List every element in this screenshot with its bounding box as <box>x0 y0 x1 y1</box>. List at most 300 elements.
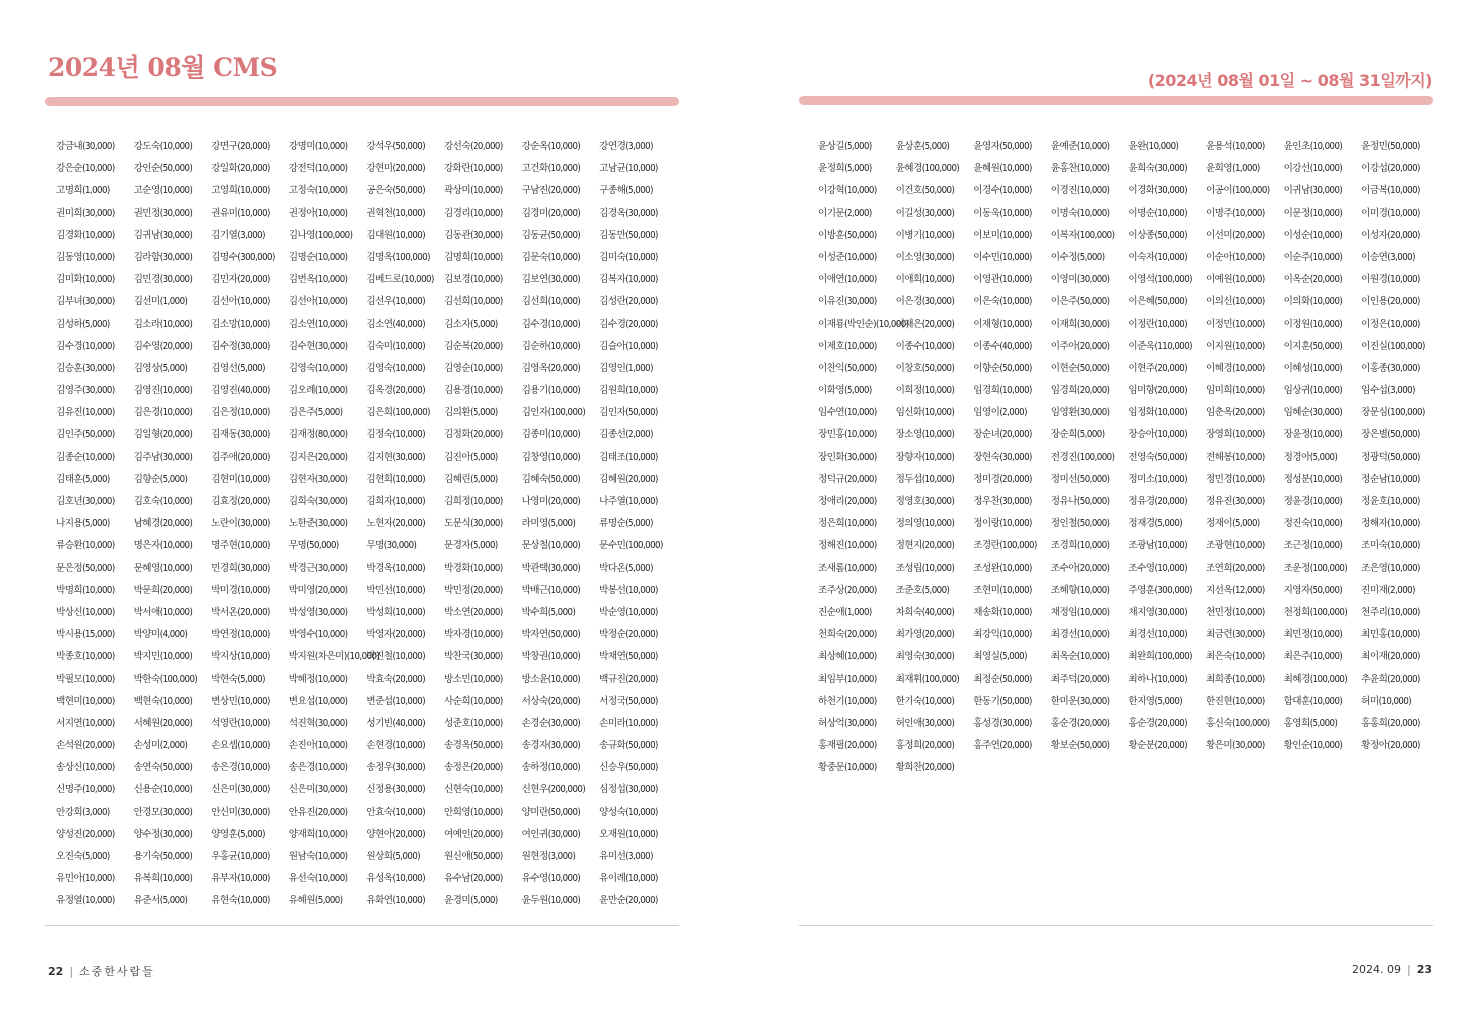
donor-entry: 황정아(20,000) <box>1361 740 1420 752</box>
donor-entry: 박정순(20,000) <box>599 629 658 641</box>
donor-entry: 박지원(차은미)(10,000) <box>288 651 380 663</box>
donor-entry: 정경아(5,000) <box>1283 451 1338 463</box>
donor-entry: 이혜성(10,000) <box>1283 362 1343 374</box>
donor-entry: 이유진(30,000) <box>818 296 877 308</box>
donor-entry: 이순주(10,000) <box>1283 251 1343 263</box>
donor-entry: 류명순(5,000) <box>599 518 653 530</box>
donor-entry: 윤정민(50,000) <box>1361 141 1420 152</box>
donor-entry: 유수영(10,000) <box>521 873 581 885</box>
donor-entry: 임춘옥(20,000) <box>1205 407 1265 419</box>
donor-entry: 김대원(10,000) <box>366 229 426 241</box>
donor-entry: 김현희(10,000) <box>366 473 426 485</box>
donor-entry: 권미희(30,000) <box>56 207 115 219</box>
donor-entry: 김소자(5,000) <box>443 318 498 330</box>
donor-entry: 조연희(20,000) <box>1205 562 1265 574</box>
donor-entry: 곽상미(10,000) <box>443 185 503 197</box>
donor-entry: 김유진(10,000) <box>56 407 115 419</box>
donor-grid-left <box>56 138 677 915</box>
donor-entry: 고영희(10,000) <box>211 185 270 197</box>
donor-entry: 원신애(50,000) <box>443 851 503 862</box>
donor-entry: 유선숙(10,000) <box>288 873 348 885</box>
donor-entry: 박효숙(20,000) <box>366 673 426 685</box>
donor-entry: 박한숙(100,000) <box>133 673 198 685</box>
donor-entry: 천민정(10,000) <box>1205 606 1265 618</box>
donor-entry: 이애희(10,000) <box>895 274 955 286</box>
donor-entry: 최은주(10,000) <box>1283 651 1343 663</box>
donor-entry: 박지상(10,000) <box>211 651 270 663</box>
donor-entry: 장현숙(30,000) <box>973 451 1032 463</box>
donor-entry: 김선아(10,000) <box>211 296 270 308</box>
donor-entry: 이종수(40,000) <box>973 340 1032 352</box>
donor-entry: 남혜경(20,000) <box>133 518 193 530</box>
donor-entry: 조주상(20,000) <box>818 584 877 596</box>
donor-entry: 김인자(100,000) <box>521 407 586 419</box>
donor-entry: 김종미(10,000) <box>521 429 581 441</box>
donor-entry: 정해자(10,000) <box>1361 518 1420 530</box>
donor-entry: 최혜경(100,000) <box>1283 673 1348 685</box>
donor-entry: 정미소(10,000) <box>1128 473 1188 485</box>
donor-entry: 이수정(5,000) <box>1050 251 1105 263</box>
donor-entry: 민경희(30,000) <box>211 562 270 574</box>
donor-entry: 양현아(20,000) <box>366 828 426 840</box>
donor-entry: 백현미(10,000) <box>56 695 115 707</box>
donor-entry: 박민정(20,000) <box>443 584 503 596</box>
donor-entry: 나지용(5,000) <box>56 518 110 530</box>
donor-entry: 진미재(2,000) <box>1361 584 1415 596</box>
donor-entry: 이강섭(20,000) <box>1361 163 1420 175</box>
donor-entry: 원현정(3,000) <box>521 851 576 862</box>
page-title: 2024년 08월 CMS <box>48 53 278 82</box>
donor-entry: 유수남(20,000) <box>443 873 503 885</box>
donor-entry: 김태훈(5,000) <box>56 473 110 485</box>
donor-entry: 무명(50,000) <box>288 540 339 552</box>
donor-entry: 안경모(30,000) <box>133 806 193 818</box>
donor-entry: 최민홍(10,000) <box>1361 629 1420 641</box>
donor-entry: 이애연(10,000) <box>818 274 877 286</box>
donor-entry: 송하정(10,000) <box>521 762 581 774</box>
donor-entry: 문혜영(10,000) <box>133 562 193 574</box>
donor-entry: 유혜원(5,000) <box>288 895 343 907</box>
donor-entry: 김영순(10,000) <box>443 362 503 374</box>
donor-entry: 고명희(1,000) <box>56 185 110 197</box>
title-bar-decoration <box>45 97 679 106</box>
donor-entry: 최정순(50,000) <box>973 673 1032 685</box>
donor-entry: 최하나(10,000) <box>1128 673 1188 685</box>
donor-entry: 강금내(30,000) <box>56 141 115 152</box>
donor-entry: 장인화(30,000) <box>818 451 877 463</box>
donor-entry: 박경근(30,000) <box>288 562 348 574</box>
donor-entry: 이의화(10,000) <box>1283 296 1343 308</box>
donor-entry: 김지은(20,000) <box>288 451 348 463</box>
donor-entry: 황순분(20,000) <box>1128 740 1188 752</box>
donor-entry: 이승연(3,000) <box>1361 251 1415 263</box>
donor-entry: 윤경미(5,000) <box>443 895 498 907</box>
magazine-name: 소중한사람들 <box>79 965 155 978</box>
donor-entry: 김영선(5,000) <box>211 362 265 374</box>
donor-entry: 김재동(30,000) <box>211 429 270 441</box>
donor-entry: 이선미(20,000) <box>1205 229 1265 241</box>
donor-entry: 이진실(100,000) <box>1361 340 1425 352</box>
donor-entry: 임경희(20,000) <box>1050 385 1110 397</box>
donor-entry: 윤영자(50,000) <box>973 141 1032 152</box>
donor-entry: 류승환(10,000) <box>56 540 115 552</box>
donor-entry: 최상혜(10,000) <box>818 651 877 663</box>
donor-entry: 추윤희(20,000) <box>1361 673 1420 685</box>
donor-entry: 김영숙(10,000) <box>366 362 426 374</box>
donor-entry: 윤희영(1,000) <box>1205 163 1260 175</box>
donor-entry: 이귀남(30,000) <box>1283 185 1343 197</box>
donor-grid-right <box>818 138 1439 781</box>
donor-entry: 여인귀(30,000) <box>521 828 581 840</box>
donor-entry: 이종수(10,000) <box>895 340 955 352</box>
donor-entry: 박상신(10,000) <box>56 606 115 618</box>
donor-entry: 이경진(10,000) <box>1050 185 1110 197</box>
donor-entry: 방소민(10,000) <box>443 673 503 685</box>
donor-entry: 김정화(20,000) <box>443 429 503 441</box>
donor-entry: 박순영(10,000) <box>599 606 658 618</box>
donor-entry: 조혜향(10,000) <box>1050 584 1110 596</box>
donor-entry: 이재룡(박인순)(10,000) <box>818 318 909 330</box>
donor-entry: 박봉선(10,000) <box>599 584 658 596</box>
donor-entry: 강순옥(10,000) <box>521 141 581 152</box>
donor-entry: 정윤호(10,000) <box>1361 496 1420 507</box>
donor-entry: 원상희(5,000) <box>366 851 421 862</box>
donor-entry: 김재정(80,000) <box>288 429 348 441</box>
donor-entry: 김옥경(20,000) <box>366 385 426 397</box>
donor-entry: 김희숙(30,000) <box>288 496 348 507</box>
donor-entry: 최임부(10,000) <box>818 673 877 685</box>
donor-entry: 김경옥(30,000) <box>599 207 658 219</box>
donor-entry: 신은미(30,000) <box>288 784 348 796</box>
donor-entry: 서정국(50,000) <box>599 695 658 707</box>
donor-entry: 김동영(10,000) <box>56 251 115 263</box>
donor-entry: 이숙자(10,000) <box>1128 251 1188 263</box>
donor-entry: 이길성(30,000) <box>895 207 955 219</box>
donor-entry: 정광덕(50,000) <box>1361 451 1420 463</box>
donor-entry: 김은경(10,000) <box>133 407 193 419</box>
donor-entry: 김명희(10,000) <box>443 251 503 263</box>
donor-entry: 이예원(10,000) <box>1205 274 1265 286</box>
donor-entry: 임정화(10,000) <box>1128 407 1188 419</box>
donor-entry: 김나영(100,000) <box>288 229 353 241</box>
donor-entry: 정성분(10,000) <box>1283 473 1343 485</box>
donor-entry: 이방훈(50,000) <box>818 229 877 241</box>
donor-entry: 김종순(10,000) <box>56 451 115 463</box>
donor-entry: 김베드로(10,000) <box>366 274 434 286</box>
donor-entry: 최재휘(100,000) <box>895 673 960 685</box>
donor-entry: 송규화(50,000) <box>599 740 658 752</box>
donor-entry: 김영상(5,000) <box>133 362 188 374</box>
donor-entry: 손석원(20,000) <box>56 740 115 752</box>
donor-entry: 오진숙(5,000) <box>56 851 110 862</box>
donor-entry: 박지민(10,000) <box>133 651 193 663</box>
donor-entry: 박서온(20,000) <box>211 606 270 618</box>
donor-entry: 임영환(30,000) <box>1050 407 1110 419</box>
donor-entry: 홍정희(20,000) <box>895 740 955 752</box>
donor-entry: 조근정(10,000) <box>1283 540 1343 552</box>
donor-entry: 윤상훈(5,000) <box>895 141 950 152</box>
donor-entry: 김인주(50,000) <box>56 429 115 441</box>
donor-entry: 장은별(50,000) <box>1361 429 1420 441</box>
donor-entry: 이현순(50,000) <box>1050 362 1110 374</box>
donor-entry: 허미(10,000) <box>1361 695 1412 707</box>
donor-entry: 진순애(1,000) <box>818 606 872 618</box>
donor-entry: 방소윤(10,000) <box>521 673 581 685</box>
donor-entry: 채지영(30,000) <box>1128 606 1188 618</box>
donor-entry: 홍재필(20,000) <box>818 740 877 752</box>
donor-entry: 백현숙(10,000) <box>133 695 193 707</box>
donor-entry: 이찬익(50,000) <box>818 362 877 374</box>
donor-entry: 임신화(10,000) <box>895 407 955 419</box>
donor-entry: 유성옥(10,000) <box>366 873 426 885</box>
donor-entry: 최경선(10,000) <box>1050 629 1110 641</box>
donor-entry: 조광현(10,000) <box>1205 540 1265 552</box>
donor-entry: 임미희(10,000) <box>1205 385 1265 397</box>
donor-entry: 박필모(10,000) <box>56 673 115 685</box>
donor-entry: 유준서(5,000) <box>133 895 188 907</box>
donor-entry: 최영숙(30,000) <box>895 651 955 663</box>
donor-entry: 강인순(50,000) <box>133 163 193 175</box>
donor-entry: 손요셉(10,000) <box>211 740 270 752</box>
donor-entry: 김용경(10,000) <box>443 385 503 397</box>
donor-entry: 채송화(10,000) <box>973 606 1032 618</box>
donor-entry: 윤상길(5,000) <box>818 141 872 152</box>
donor-entry: 서상숙(20,000) <box>521 695 581 707</box>
donor-entry: 이은숙(10,000) <box>973 296 1032 308</box>
donor-entry: 허인애(30,000) <box>895 717 955 729</box>
donor-entry: 나주열(10,000) <box>599 496 658 507</box>
donor-entry: 허상억(30,000) <box>818 717 877 729</box>
donor-entry: 김주남(30,000) <box>133 451 193 463</box>
donor-entry: 조광남(10,000) <box>1128 540 1188 552</box>
donor-entry: 김명순(10,000) <box>288 251 348 263</box>
donor-entry: 최이재(20,000) <box>1361 651 1420 663</box>
donor-entry: 문경자(5,000) <box>443 540 498 552</box>
donor-entry: 이향순(50,000) <box>973 362 1032 374</box>
donor-entry: 김영진(10,000) <box>133 385 193 397</box>
donor-entry: 윤홍찬(10,000) <box>1050 163 1110 175</box>
donor-entry: 김인자(50,000) <box>599 407 658 419</box>
donor-entry: 고순영(10,000) <box>133 185 193 197</box>
donor-entry: 구종해(5,000) <box>599 185 653 197</box>
donor-entry: 손현경(10,000) <box>366 740 426 752</box>
folio-separator: | <box>1406 963 1411 976</box>
donor-entry: 이경수(10,000) <box>973 185 1032 197</box>
donor-entry: 장순희(5,000) <box>1050 429 1105 441</box>
donor-entry: 김수영(20,000) <box>133 340 193 352</box>
donor-entry: 윤희숙(30,000) <box>1128 163 1188 175</box>
donor-entry: 유부자(10,000) <box>211 873 270 885</box>
donor-entry: 유화연(10,000) <box>366 895 426 907</box>
donor-entry: 장순녀(20,000) <box>973 429 1032 441</box>
donor-entry: 조경희(10,000) <box>1050 540 1110 552</box>
donor-entry: 박경화(10,000) <box>443 562 503 574</box>
donor-entry: 윤완(10,000) <box>1128 141 1179 152</box>
donor-entry: 황보순(50,000) <box>1050 740 1110 752</box>
donor-entry: 조성완(10,000) <box>973 562 1032 574</box>
donor-entry: 정민경(10,000) <box>1205 473 1265 485</box>
donor-entry: 황중문(10,000) <box>818 762 877 774</box>
donor-entry: 김용기(10,000) <box>521 385 581 397</box>
donor-entry: 이희정(10,000) <box>895 385 955 397</box>
donor-entry: 신현숙(10,000) <box>443 784 503 796</box>
donor-entry: 신용순(10,000) <box>133 784 193 796</box>
donor-entry: 김명옥(100,000) <box>366 251 430 263</box>
donor-entry: 이경화(30,000) <box>1128 185 1188 197</box>
folio-separator: | <box>69 964 74 978</box>
donor-entry: 정의영(10,000) <box>895 518 955 530</box>
donor-entry: 박민선(10,000) <box>366 584 426 596</box>
donor-entry: 임상귀(10,000) <box>1283 385 1343 397</box>
donor-entry: 김순하(10,000) <box>521 340 581 352</box>
donor-entry: 이화영(5,000) <box>818 385 872 397</box>
donor-entry: 김수현(30,000) <box>288 340 348 352</box>
donor-entry: 정순남(10,000) <box>1361 473 1420 485</box>
donor-entry: 정영호(30,000) <box>895 496 955 507</box>
donor-entry: 석영란(10,000) <box>211 717 270 729</box>
donor-entry: 고남균(10,000) <box>599 163 658 175</box>
donor-entry: 주영훈(300,000) <box>1128 584 1192 596</box>
donor-entry: 이명주(10,000) <box>1205 207 1265 219</box>
donor-entry: 박채연(50,000) <box>599 651 658 663</box>
donor-entry: 김부녀(30,000) <box>56 296 115 308</box>
donor-entry: 장승아(10,000) <box>1128 429 1188 441</box>
donor-entry: 박자연(50,000) <box>521 629 581 641</box>
donor-entry: 이건호(50,000) <box>895 185 955 197</box>
donor-entry: 정은희(10,000) <box>818 518 877 530</box>
donor-entry: 송연숙(50,000) <box>133 762 193 774</box>
donor-entry: 김숙미(10,000) <box>366 340 426 352</box>
donor-entry: 이강혁(10,000) <box>818 185 877 197</box>
donor-entry: 김종선(2,000) <box>599 429 653 441</box>
donor-entry: 김호숙(10,000) <box>133 496 193 507</box>
donor-entry: 박문희(20,000) <box>133 584 193 596</box>
donor-entry: 명주현(10,000) <box>211 540 270 552</box>
donor-entry: 이영석(100,000) <box>1128 274 1192 286</box>
donor-entry: 박진철(10,000) <box>366 651 426 663</box>
title-bar-decoration <box>799 96 1433 105</box>
donor-entry: 한지영(5,000) <box>1128 695 1183 707</box>
donor-entry: 홍홍희(20,000) <box>1361 717 1420 729</box>
donor-entry: 김보연(30,000) <box>521 274 581 286</box>
donor-entry: 이인용(20,000) <box>1361 296 1420 308</box>
donor-entry: 이은혜(50,000) <box>1128 296 1188 308</box>
donor-entry: 장향자(10,000) <box>895 451 955 463</box>
donor-entry: 김슬아(10,000) <box>599 340 658 352</box>
donor-entry: 황인순(10,000) <box>1283 740 1343 752</box>
donor-entry: 김향순(5,000) <box>133 473 188 485</box>
donor-entry: 이정란(10,000) <box>1128 318 1188 330</box>
donor-entry: 박연정(10,000) <box>211 629 270 641</box>
donor-entry: 김복자(10,000) <box>599 274 658 286</box>
donor-entry: 한진현(10,000) <box>1205 695 1265 707</box>
donor-entry: 유정열(10,000) <box>56 895 115 907</box>
donor-entry: 강명미(10,000) <box>288 141 348 152</box>
donor-entry: 홍신숙(100,000) <box>1205 717 1270 729</box>
donor-entry: 심정섭(30,000) <box>599 784 658 796</box>
donor-entry: 손미라(10,000) <box>599 717 658 729</box>
donor-entry: 임경희(10,000) <box>973 385 1032 397</box>
donor-entry: 채정임(10,000) <box>1050 606 1110 618</box>
page-number: 23 <box>1416 963 1432 976</box>
donor-entry: 이성준(10,000) <box>818 251 877 263</box>
donor-entry: 윤용석(10,000) <box>1205 141 1265 152</box>
donor-entry: 변준섭(10,000) <box>366 695 426 707</box>
donor-entry: 지선옥(12,000) <box>1205 584 1265 596</box>
donor-entry: 이명순(10,000) <box>1128 207 1188 219</box>
donor-entry: 김미숙(10,000) <box>599 251 658 263</box>
donor-entry: 조새롬(10,000) <box>818 562 877 574</box>
donor-entry: 최금련(30,000) <box>1205 629 1265 641</box>
donor-entry: 원남숙(10,000) <box>288 851 348 862</box>
donor-entry: 최은숙(10,000) <box>1205 651 1265 663</box>
donor-entry: 유미선(3,000) <box>599 851 653 862</box>
donor-entry: 정윤경(10,000) <box>1283 496 1343 507</box>
donor-entry: 권유미(10,000) <box>211 207 270 219</box>
donor-entry: 김승훈(30,000) <box>56 362 115 374</box>
donor-entry: 강연경(3,000) <box>599 141 653 152</box>
donor-entry: 박종호(10,000) <box>56 651 115 663</box>
donor-entry: 정이랑(10,000) <box>973 518 1032 530</box>
donor-entry: 천주리(10,000) <box>1361 606 1420 618</box>
donor-entry: 김지현(30,000) <box>366 451 426 463</box>
donor-entry: 박경옥(10,000) <box>366 562 426 574</box>
donor-entry: 변요섭(10,000) <box>288 695 348 707</box>
donor-entry: 차희숙(40,000) <box>895 606 955 618</box>
donor-entry: 정현지(20,000) <box>895 540 955 552</box>
donor-entry: 노란이(30,000) <box>211 518 270 530</box>
donor-entry: 조경란(100,000) <box>973 540 1037 552</box>
donor-entry: 조현미(10,000) <box>973 584 1032 596</box>
donor-entry: 이은경(30,000) <box>895 296 955 308</box>
donor-entry: 홍순경(20,000) <box>1128 717 1188 729</box>
donor-entry: 임미향(20,000) <box>1128 385 1188 397</box>
donor-entry: 백규진(20,000) <box>599 673 658 685</box>
donor-entry: 김영진(40,000) <box>211 385 270 397</box>
donor-entry: 김진아(5,000) <box>443 451 498 463</box>
donor-entry: 이홍종(30,000) <box>1361 362 1420 374</box>
donor-entry: 홍영희(5,000) <box>1283 717 1338 729</box>
donor-entry: 이보미(10,000) <box>973 229 1032 241</box>
donor-entry: 김성하(5,000) <box>56 318 110 330</box>
donor-entry: 최주덕(20,000) <box>1050 673 1110 685</box>
folio-left <box>48 963 155 979</box>
donor-entry: 이복자(100,000) <box>1050 229 1115 241</box>
donor-entry: 김오례(10,000) <box>288 385 348 397</box>
donor-entry: 노현자(20,000) <box>366 518 426 530</box>
donor-entry: 김선희(10,000) <box>521 296 581 308</box>
donor-entry: 김성란(20,000) <box>599 296 658 308</box>
donor-entry: 천희숙(20,000) <box>818 629 877 641</box>
donor-entry: 손성미(2,000) <box>133 740 188 752</box>
donor-entry: 김명수(300,000) <box>211 251 275 263</box>
donor-entry: 양성숙(10,000) <box>599 806 658 818</box>
donor-entry: 함대훈(10,000) <box>1283 695 1343 707</box>
donor-entry: 김원희(10,000) <box>599 385 658 397</box>
donor-entry: 박현숙(5,000) <box>211 673 265 685</box>
donor-entry: 김수정(30,000) <box>211 340 270 352</box>
donor-entry: 권정아(10,000) <box>288 207 348 219</box>
donor-entry: 신현우(200,000) <box>521 784 586 796</box>
donor-entry: 도문식(30,000) <box>443 518 503 530</box>
donor-entry: 김소연(40,000) <box>366 318 426 330</box>
donor-entry: 박찬국(30,000) <box>443 651 503 663</box>
donor-entry: 정재이(5,000) <box>1205 518 1260 530</box>
donor-entry: 이미경(10,000) <box>1361 207 1420 219</box>
donor-entry: 오재원(10,000) <box>599 828 658 840</box>
donor-entry: 정미경(20,000) <box>973 473 1032 485</box>
donor-entry: 김주애(20,000) <box>211 451 270 463</box>
